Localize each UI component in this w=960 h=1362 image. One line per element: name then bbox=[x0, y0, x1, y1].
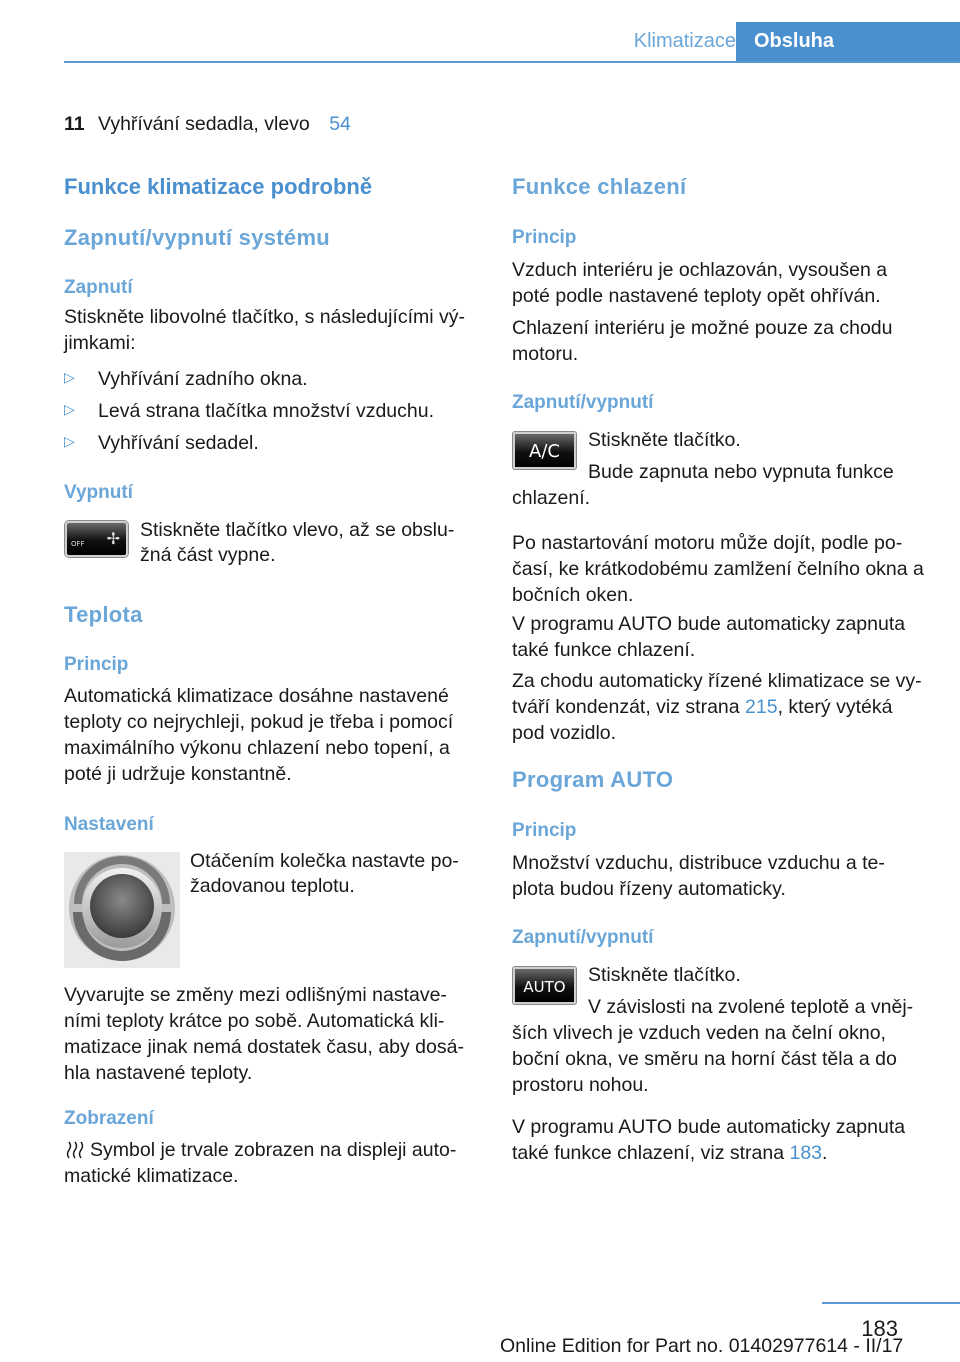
heading-onoff-cooling: Zapnutí/vypnutí bbox=[512, 392, 654, 413]
on-text-line2: jimkami: bbox=[64, 332, 136, 354]
mist-text-line5: také funkce chlazení. bbox=[512, 639, 696, 661]
cool-text-line2: poté podle nastavené teploty opět ohříván. bbox=[512, 285, 881, 307]
mist-text-line1: Po nastartování motoru může dojít, podle po‐ bbox=[512, 532, 903, 554]
mist-text-line2: časí, ke krátkodobému zamlžení čelního okna a bbox=[512, 558, 924, 580]
setting-text-line2: žadovanou teplotu. bbox=[190, 875, 355, 897]
heading-display: Zobrazení bbox=[64, 1108, 154, 1129]
mist-text-line3: bočních oken. bbox=[512, 584, 634, 606]
edition-note: Online Edition for Part no. 01402977614 - II/17 bbox=[500, 1335, 904, 1357]
heading-onoff-auto: Zapnutí/vypnutí bbox=[512, 927, 654, 948]
avoid-text-line3: matizace jinak nemá dostatek času, aby dosá‐ bbox=[64, 1036, 464, 1058]
heading-main: Funkce klimatizace podrobně bbox=[64, 174, 373, 199]
heading-off: Vypnutí bbox=[64, 482, 133, 503]
mist-text-line8: pod vozidlo. bbox=[512, 722, 617, 744]
auto-text-line2: plota budou řízeny automaticky. bbox=[512, 878, 786, 900]
heading-temperature: Teplota bbox=[64, 602, 143, 627]
item-number: 11 bbox=[64, 113, 85, 135]
display-text-line2: matické klimatizace. bbox=[64, 1165, 239, 1187]
off-text-line2: žná část vypne. bbox=[140, 544, 276, 566]
auto-button-image bbox=[513, 967, 576, 1004]
heading-principle-cooling: Princip bbox=[512, 227, 577, 248]
ac-text-line2: Bude zapnuta nebo vypnuta funkce bbox=[588, 461, 894, 483]
cool-text-line4: motoru. bbox=[512, 343, 579, 365]
temperature-dial-image bbox=[64, 852, 180, 968]
avoid-text-line1: Vyvarujte se změny mezi odlišnými nastave‐ bbox=[64, 984, 447, 1006]
ac-button-image bbox=[513, 432, 576, 469]
heading-principle-auto: Princip bbox=[512, 820, 577, 841]
on-text-line1: Stiskněte libovolné tlačítko, s následujícími vý‐ bbox=[64, 306, 466, 328]
page-number: 183 bbox=[861, 1316, 898, 1341]
mist-text-line6: Za chodu automaticky řízené klimatizace se vy‐ bbox=[512, 670, 922, 692]
final-text-line1: V programu AUTO bude automaticky zapnuta bbox=[512, 1116, 906, 1138]
ac-text-line3: chlazení. bbox=[512, 487, 591, 509]
auto-btn-text-line3: ších vlivech je vzduch veden na čelní okno, bbox=[512, 1022, 886, 1044]
heading-on: Zapnutí bbox=[64, 277, 133, 298]
heading-setting: Nastavení bbox=[64, 814, 154, 835]
mist-text-line7: tváří kondenzát, viz strana 215, který vytéká bbox=[512, 696, 893, 718]
top-list-item bbox=[64, 112, 351, 138]
mist-text-line4: V programu AUTO bude automaticky zapnuta bbox=[512, 613, 906, 635]
auto-label: AUTO bbox=[523, 978, 566, 996]
item-text: Vyhřívání sedadla, vlevo bbox=[98, 113, 310, 135]
heading-onoff-system: Zapnutí/vypnutí systému bbox=[64, 225, 331, 250]
fan-icon: ✢ bbox=[106, 529, 120, 548]
auto-btn-text-line4: boční okna, ve směru na horní část těla a do bbox=[512, 1048, 897, 1070]
cool-text-line1: Vzduch interiéru je ochlazován, vysoušen a bbox=[512, 259, 888, 281]
off-fan-button-image bbox=[65, 521, 128, 557]
avoid-text-line2: ními teploty krátce po sobě. Automatická kli‐ bbox=[64, 1010, 445, 1032]
auto-btn-text-line2: V závislosti na zvolené teplotě a vněj‐ bbox=[588, 996, 914, 1018]
avoid-text-line4: hla nastavené teploty. bbox=[64, 1062, 253, 1084]
off-label: OFF bbox=[71, 540, 85, 548]
heading-cooling: Funkce chlazení bbox=[512, 174, 687, 199]
ac-text-line1: Stiskněte tlačítko. bbox=[588, 429, 741, 451]
page-link-54[interactable]: 54 bbox=[329, 113, 351, 135]
page-link-183[interactable]: 183 bbox=[789, 1142, 823, 1164]
temp-text-line4: poté ji udržuje konstantně. bbox=[64, 763, 292, 785]
auto-btn-text-line5: prostoru nohou. bbox=[512, 1074, 649, 1096]
temp-text-line1: Automatická klimatizace dosáhne nastavené bbox=[64, 685, 449, 707]
heading-auto-program: Program AUTO bbox=[512, 767, 674, 792]
heading-principle: Princip bbox=[64, 654, 129, 675]
ac-label: A/C bbox=[529, 441, 560, 462]
cool-text-line3: Chlazení interiéru je možné pouze za chodu bbox=[512, 317, 893, 339]
footer-rule bbox=[822, 1302, 960, 1304]
cooling-symbol-icon bbox=[66, 1140, 84, 1160]
temp-text-line2: teploty co nejrychleji, pokud je třeba i pomocí bbox=[64, 711, 454, 733]
bullet-triangle-icon: ▷ bbox=[64, 401, 75, 417]
setting-text-line1: Otáčením kolečka nastavte po‐ bbox=[190, 850, 459, 872]
display-text-line1: Symbol je trvale zobrazen na displeji auto‐ bbox=[90, 1139, 457, 1161]
page-link-215[interactable]: 215 bbox=[745, 696, 778, 718]
auto-text-line1: Množství vzduchu, distribuce vzduchu a te‐ bbox=[512, 852, 885, 874]
header-tab-obsluha[interactable]: Obsluha bbox=[736, 22, 960, 63]
final-text-line2: také funkce chlazení, viz strana 183. bbox=[512, 1142, 828, 1164]
bullet-triangle-icon: ▷ bbox=[64, 433, 75, 449]
off-text-line1: Stiskněte tlačítko vlevo, až se obslu‐ bbox=[140, 519, 455, 541]
bullet-triangle-icon: ▷ bbox=[64, 369, 75, 385]
temp-text-line3: maximálního výkonu chlazení nebo topení, a bbox=[64, 737, 450, 759]
header-rule bbox=[64, 61, 960, 63]
header-section-title: Klimatizace bbox=[633, 30, 736, 52]
auto-btn-text-line1: Stiskněte tlačítko. bbox=[588, 964, 741, 986]
dial-icon bbox=[64, 852, 180, 968]
